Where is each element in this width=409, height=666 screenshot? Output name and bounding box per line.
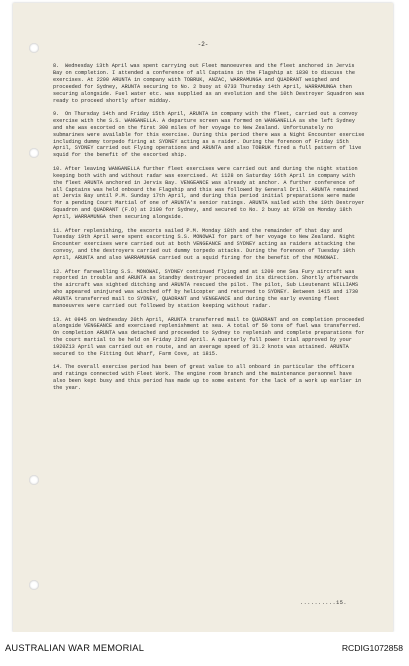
paragraph — [53, 316, 368, 358]
paragraph-text: At 0945 on Wednesday 20th April, ARUNTA transferred mail to QUADRANT and on completion proceeded alongside VENGEANCE and exercised replenishment at sea. A total of 50 tons of fuel was transferred. On completion ARUNTA was detached and proceeded to Sydney to replenish and complete preparations for the court martial to be held on Friday 22nd April. A quarterly full power trial approved by your 1920Z13 April was carried out en route, and an average speed of 31.2 knots was attained. ARUNTA secured to the Fitting Out Wharf, Farm Cove, at 1815. — [53, 316, 368, 358]
paragraph-number: 10. — [53, 165, 63, 172]
paragraph-text: After farewelling S.S. MONOWAI, SYDNEY continued flying and at 1209 one Sea Fury aircraft was reported in trouble and ARUNTA as Standby destroyer proceeded in its direction. Shortly afterwards the aircraft was sighted ditching and ARUNTA rescued the pilot. The pilot, Sub Lieutenant WILLIAMS who appeared uninjured was winched off by helicopter and returned to SYDNEY. Between 1415 and 1730 ARUNTA transferred mail to SYDNEY, QUADRANT and VENGEANCE and during the early evening fleet manoeuvres were carried out followed by station keeping without radar. — [53, 268, 362, 310]
punch-hole — [29, 475, 39, 485]
paragraph — [53, 228, 365, 263]
punch-hole — [29, 580, 39, 590]
paragraph-number: 8. — [53, 63, 60, 69]
paragraph-number: 9. — [53, 110, 60, 117]
paragraph-number: 13. — [53, 316, 63, 323]
paragraph — [53, 269, 365, 310]
paragraph-number: 12. — [53, 268, 63, 275]
paragraph-text: After replenishing, the escorts sailed P.M. Monday 18th and the remainder of that day and Tuesday 19th April were spent escorting S.S. MONOWAI for part of her voyage to New Zealand. Night Encounter exercises were carried out at both VENGEANCE and SYDNEY acting as raiders attacking the convoy, and the destroyers carried out dummy torpedo attacks. During the forenoon of Tuesday 19th April, ARUNTA and also WARRAMUNGA carried out a squid firing for the benefit of the MONOWAI. — [53, 227, 359, 262]
archive-name: AUSTRALIAN WAR MEMORIAL — [5, 643, 145, 653]
paragraph-text: The overall exercise period has been of great value to all onboard in particular the officers and ratings connected with Fleet Work. The engine room branch and the maintenance personnel have also been kept busy and this period has made up to some extent for the lack of a work up earlier in the year. — [53, 364, 365, 392]
punch-hole — [29, 148, 39, 158]
document-page — [13, 3, 393, 632]
paragraph-text: After leaving WANGANELLA further fleet exercises were carried out and during the night station keeping both with and without radar was exercised. At 1128 on Saturday 16th April in company with the fleet ARUNTA anchored in Jervis Bay. VENGEANCE was already at anchor. A further conference of all Captains was held onboard the Flagship and this was followed by General Drill. ARUNTA remained at Jervis Bay until P.M. Sunday 17th April, and during this period initial preparations were made for a pending Court Martial of one of ARUNTA's senior ratings. ARUNTA sailed with the 10th Destroyer Squadron and QUADRANT (F.O) at 2100 for Sydney, and secured to No. 2 buoy at 0730 on Monday 18th April, WARRAMUNGA then securing alongside. — [53, 165, 368, 221]
paragraph-number: 14. — [53, 364, 63, 371]
continued-marker: ..........15. — [300, 600, 347, 606]
paragraph-text: Wednesday 13th April was spent carrying out Fleet manoeuvres and the fleet anchored in Jervis Bay on completion. I attended a conference of all Captains in the Flagship at 1830 to discuss the exercises. At 2200 ARUNTA in company with TOBRUK, ANZAC, WARRAMUNGA and QUADRANT weighed and proceeded for Sydney, ARUNTA securing to No. 2 buoy at 0733 Thursday 14th April, WARRAMUNGA then securing alongside. Fuel water etc. was supplied as an evolution and the 10th Destroyer Squadron was ready to proceed shortly after midday. — [53, 63, 368, 104]
archive-footer — [0, 632, 409, 666]
paragraph — [53, 63, 368, 104]
record-id: RCDIG1072858 — [341, 643, 403, 653]
paragraph — [53, 165, 368, 221]
paragraph — [53, 364, 365, 392]
paragraph — [53, 110, 368, 159]
page-number: -2- — [197, 41, 209, 48]
paragraph-text: On Thursday 14th and Friday 15th April, ARUNTA in company with the fleet, carried out a convoy exercise with the S.S. WANGANELLA. A departure screen was formed on WANGANELLA as she left Sydney and she was escorted on the first 300 miles of her voyage to New Zealand. Unfortunately no submarines were available for this exercise. During this period there was a Night Encounter exercise including dummy torpedo firing at SYDNEY acting as a raider. During the forenoon of Friday 15th April, SYDNEY carried out Flying operations and ARUNTA and also TOBRUK fired a full pattern of live squid for the benefit of the escorted ship. — [53, 110, 368, 159]
document-body — [53, 63, 368, 399]
paragraph-number: 11. — [53, 227, 63, 234]
